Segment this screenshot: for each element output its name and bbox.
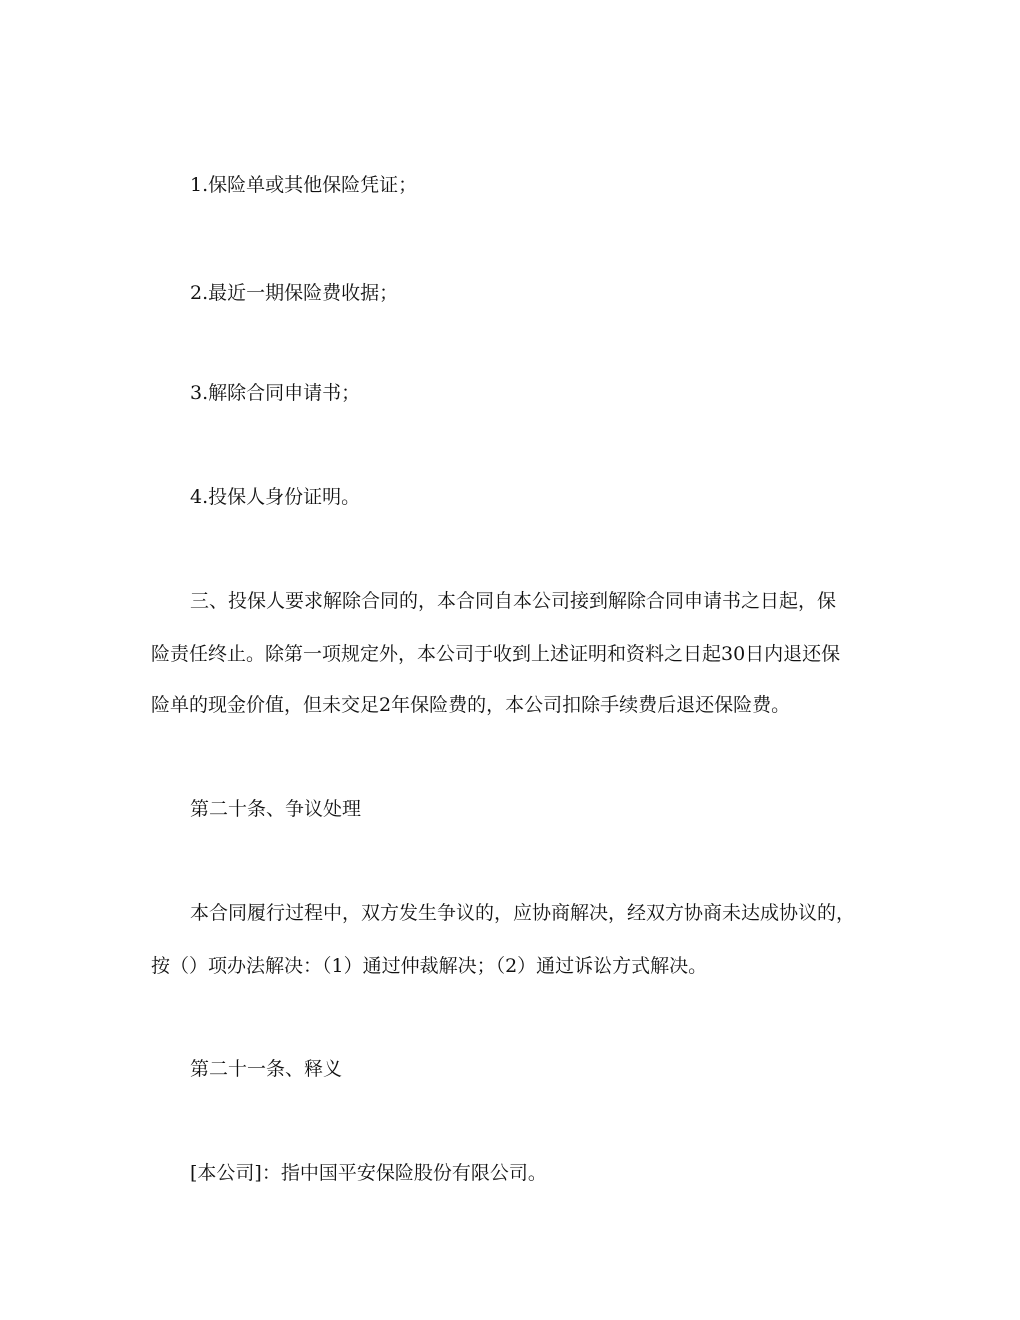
list-item: 2.最近一期保险费收据； [190,282,399,304]
section-heading: 第二十一条、释义 [190,1058,343,1080]
paragraph-line: 三、投保人要求解除合同的，本合同自本公司接到解除合同申请书之日起，保 [190,590,837,612]
list-item: 4.投保人身份证明。 [190,486,361,508]
section-heading: 第二十条、争议处理 [190,798,362,820]
list-item: 1.保险单或其他保险凭证； [190,174,418,196]
paragraph-line: 险单的现金价值，但未交足2年保险费的，本公司扣除手续费后退还保险费。 [151,694,791,716]
paragraph-line: 险责任终止。除第一项规定外，本公司于收到上述证明和资料之日起30日内退还保 [151,643,841,665]
list-item: 3.解除合同申请书； [190,382,361,404]
definition-line: [本公司]：指中国平安保险股份有限公司。 [190,1162,547,1184]
paragraph-line: 按（）项办法解决：（1）通过仲裁解决；（2）通过诉讼方式解决。 [151,955,708,977]
paragraph-line: 本合同履行过程中，双方发生争议的，应协商解决，经双方协商未达成协议的， [190,902,856,924]
